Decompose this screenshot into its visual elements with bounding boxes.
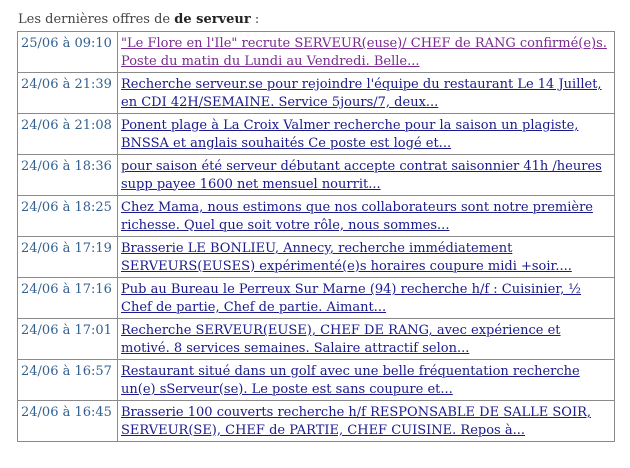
- table-row: [18, 401, 615, 442]
- offer-link[interactable]: [121, 281, 610, 316]
- offer-date: 24/06 à 18:36: [18, 155, 118, 196]
- offer-line: supp payee 1600 net mensuel nourrit...: [121, 176, 381, 192]
- offer-date: 24/06 à 18:25: [18, 196, 118, 237]
- offer-line: Chez Mama, nous estimons que nos collaborateurs sont notre première: [121, 200, 593, 215]
- heading-prefix: Les dernières offres de: [18, 12, 171, 27]
- offer-date: 24/06 à 17:16: [18, 278, 118, 319]
- heading-suffix: :: [250, 12, 260, 27]
- offer-date: 24/06 à 16:45: [18, 401, 118, 442]
- offer-line: Chef de partie, Chef de partie. Aimant...: [121, 299, 387, 315]
- offer-date: 24/06 à 17:01: [18, 319, 118, 360]
- offer-line: Recherche SERVEUR(EUSE), CHEF DE RANG, avec expérience et: [121, 323, 561, 338]
- offer-link[interactable]: [121, 76, 610, 111]
- offer-date: 25/06 à 09:10: [18, 32, 118, 73]
- table-row: [18, 32, 615, 73]
- offer-link[interactable]: [121, 199, 610, 234]
- offer-line: Pub au Bureau le Perreux Sur Marne (94) recherche h/f : Cuisinier, ½: [121, 282, 581, 297]
- offer-link[interactable]: [121, 117, 610, 152]
- offer-date: 24/06 à 21:08: [18, 114, 118, 155]
- offer-line: Brasserie 100 couverts recherche h/f RESPONSABLE DE SALLE SOIR,: [121, 405, 592, 420]
- offer-line: richesse. Quel que soit votre rôle, nous sommes...: [121, 217, 450, 233]
- offer-line: pour saison été serveur débutant accepte contrat saisonnier 41h /heures: [121, 159, 602, 174]
- offer-line: Brasserie LE BONLIEU, Annecy, recherche immédiatement: [121, 241, 513, 256]
- table-row: [18, 155, 615, 196]
- offer-line: SERVEUR(SE), CHEF de PARTIE, CHEF CUISINE. Repos à...: [121, 422, 525, 438]
- offer-date: 24/06 à 16:57: [18, 360, 118, 401]
- offer-link[interactable]: [121, 35, 610, 70]
- table-row: [18, 237, 615, 278]
- offer-line: Restaurant situé dans un golf avec une belle fréquentation recherche: [121, 364, 580, 379]
- offer-date: 24/06 à 21:39: [18, 73, 118, 114]
- offer-line: Ponent plage à La Croix Valmer recherche pour la saison un plagiste,: [121, 118, 579, 133]
- table-row: [18, 114, 615, 155]
- offers-table: [17, 31, 615, 442]
- offer-date: 24/06 à 17:19: [18, 237, 118, 278]
- table-row: [18, 196, 615, 237]
- offer-line: BNSSA et anglais souhaités Ce poste est logé et...: [121, 135, 452, 151]
- table-row: [18, 73, 615, 114]
- table-row: [18, 278, 615, 319]
- offer-link[interactable]: [121, 158, 610, 193]
- offer-link[interactable]: [121, 404, 610, 439]
- heading-keyword: de serveur: [174, 12, 251, 27]
- offer-line: motivé. 8 services semaines. Salaire attractif selon...: [121, 340, 470, 356]
- offer-line: Recherche serveur.se pour rejoindre l'équipe du restaurant Le 14 Juillet,: [121, 77, 602, 92]
- offers-heading: [18, 12, 259, 27]
- offer-line: un(e) sServeur(se). Le poste est sans coupure et...: [121, 381, 453, 397]
- offer-link[interactable]: [121, 240, 610, 275]
- offer-line: Poste du matin du Lundi au Vendredi. Belle...: [121, 53, 420, 69]
- offer-link[interactable]: [121, 322, 610, 357]
- offer-line: "Le Flore en l'Ile" recrute SERVEUR(euse)/ CHEF de RANG confirmé(e)s.: [121, 36, 607, 51]
- offer-link[interactable]: [121, 363, 610, 398]
- table-row: [18, 360, 615, 401]
- offer-line: en CDI 42H/SEMAINE. Service 5jours/7, deux...: [121, 94, 439, 110]
- table-row: [18, 319, 615, 360]
- offer-line: SERVEURS(EUSES) expérimenté(e)s horaires coupure midi +soir....: [121, 258, 572, 274]
